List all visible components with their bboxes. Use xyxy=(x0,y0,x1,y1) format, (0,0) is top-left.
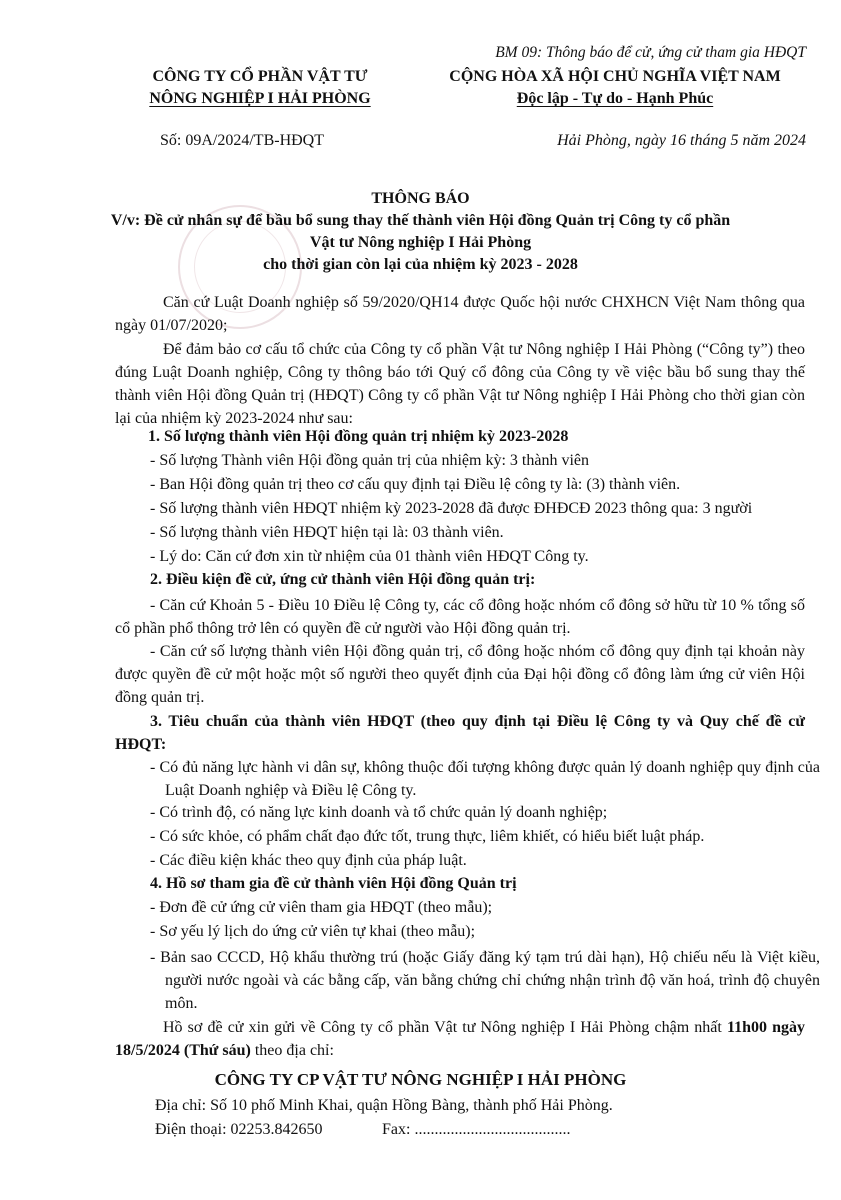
section4-heading: 4. Hồ sơ tham gia đề cử thành viên Hội đồng Quản trị xyxy=(150,875,517,892)
nation-name: CỘNG HÒA XÃ HỘI CHỦ NGHĨA VIỆT NAM xyxy=(449,68,781,85)
contact-phone: Điện thoại: 02253.842650 xyxy=(155,1121,323,1138)
section4-item: - Sơ yếu lý lịch do ứng cử viên tự khai (theo mẫu); xyxy=(150,923,476,940)
doc-subject-line2: Vật tư Nông nghiệp I Hải Phòng xyxy=(309,234,532,251)
section4-paragraph-3: - Bản sao CCCD, Hộ khẩu thường trú (hoặc Giấy đăng ký tạm trú dài hạn), Hộ chiếu nếu là Việt kiều, người nước ngoài và các bằng cấp, văn bằng chứng chỉ chứng nhận trình độ văn hoá, trình độ chuyên môn. xyxy=(150,949,820,1012)
section3-heading: 3. Tiêu chuẩn của thành viên HĐQT (theo quy định tại Điều lệ Công ty và Quy chế đề cử HĐQT: xyxy=(115,713,805,753)
place-date: Hải Phòng, ngày 16 tháng 5 năm 2024 xyxy=(557,132,806,149)
form-code: BM 09: Thông báo để cử, ứng cử tham gia HĐQT xyxy=(495,44,806,61)
company-name-line2 xyxy=(110,90,410,108)
section1-item: - Số lượng Thành viên Hội đồng quản trị của nhiệm kỳ: 3 thành viên xyxy=(150,452,589,469)
company-name-line1: CÔNG TY CỔ PHẦN VẬT TƯ xyxy=(152,68,368,85)
document-number: Số: 09A/2024/TB-HĐQT xyxy=(160,132,324,149)
section1-item: - Số lượng thành viên HĐQT hiện tại là: 03 thành viên. xyxy=(150,524,504,541)
section3-item: - Có sức khỏe, có phẩm chất đạo đức tốt, trung thực, liêm khiết, có hiểu biết luật pháp. xyxy=(150,828,705,845)
company-name-underlined: NÔNG NGHIỆP I HẢI PHÒNG xyxy=(149,90,371,107)
deadline-time: 11h00 xyxy=(726,1019,767,1036)
section2-paragraph-1: - Căn cứ Khoản 5 - Điều 10 Điều lệ Công ty, các cổ đông hoặc nhóm cổ đông sở hữu từ 10 % tổng số cổ phần phổ thông trở lên có quyền đề cử người vào Hội đồng quản trị. xyxy=(115,597,805,637)
doc-heading: THÔNG BÁO xyxy=(371,190,470,207)
submission-tail: theo địa chỉ: xyxy=(254,1042,334,1059)
motto-underlined: Độc lập - Tự do - Hạnh Phúc xyxy=(516,90,714,107)
section3-item: - Các điều kiện khác theo quy định của pháp luật. xyxy=(150,852,467,869)
section1-item: - Ban Hội đồng quản trị theo cơ cấu quy định tại Điều lệ công ty là: (3) thành viên. xyxy=(150,476,681,493)
section3-paragraph-1: - Có đủ năng lực hành vi dân sự, không thuộc đối tượng không được quản lý doanh nghiệp quy định của Luật Doanh nghiệp và Điều lệ Công ty. xyxy=(150,759,820,799)
contact-address: Địa chỉ: Số 10 phố Minh Khai, quận Hồng Bàng, thành phố Hải Phòng. xyxy=(155,1097,613,1114)
doc-subject-line1: V/v: Đề cử nhân sự để bầu bổ sung thay thế thành viên Hội đồng Quản trị Công ty cổ phần xyxy=(110,212,731,229)
intro-paragraph-2: Để đảm bảo cơ cấu tổ chức của Công ty cổ phần Vật tư Nông nghiệp I Hải Phòng (“Công ty”) theo đúng Luật Doanh nghiệp, Công ty thông báo tới Quý cổ đông của Công ty về việc bầu bổ sung thay thế thành viên Hội đồng Quản trị (HĐQT) Công ty cổ phần Vật tư Nông nghiệp I Hải Phòng cho thời gian còn lại của nhiệm kỳ 2023-2024 như sau: xyxy=(115,341,805,427)
submission-paragraph xyxy=(115,1016,805,1062)
section2-paragraph-2: - Căn cứ số lượng thành viên Hội đồng quản trị, cổ đông hoặc nhóm cổ đông quy định tại khoản này được quyền đề cử một hoặc một số người theo quyết định của Đại hội đồng cổ đông làm ứng cử viên Hội đồng quản trị. xyxy=(115,643,805,706)
section1-item: - Lý do: Căn cứ đơn xin từ nhiệm của 01 thành viên HĐQT Công ty. xyxy=(150,548,589,565)
section3-item: - Có trình độ, có năng lực kinh doanh và tổ chức quản lý doanh nghiệp; xyxy=(150,804,608,821)
section4-item: - Đơn đề cử ứng cử viên tham gia HĐQT (theo mẫu); xyxy=(150,899,493,916)
nation-motto xyxy=(415,90,815,108)
doc-subject-line3: cho thời gian còn lại của nhiệm kỳ 2023 - 2028 xyxy=(263,256,578,273)
intro-paragraph-1: Căn cứ Luật Doanh nghiệp số 59/2020/QH14 được Quốc hội nước CHXHCN Việt Nam thông qua ngày 01/07/2020; xyxy=(115,294,805,334)
section1-heading: 1. Số lượng thành viên Hội đồng quản trị nhiệm kỳ 2023-2028 xyxy=(148,428,569,445)
section1-item: - Số lượng thành viên HĐQT nhiệm kỳ 2023-2028 đã được ĐHĐCĐ 2023 thông qua: 3 người xyxy=(150,500,753,517)
contact-fax: Fax: ....................................... xyxy=(382,1121,571,1138)
deadline-date: ngày 18/5/2024 (Thứ sáu) xyxy=(115,1019,806,1059)
section2-heading: 2. Điều kiện đề cử, ứng cử thành viên Hội đồng quản trị: xyxy=(150,571,536,588)
submission-text: Hồ sơ đề cử xin gửi về Công ty cổ phần Vật tư Nông nghiệp I Hải Phòng chậm nhất xyxy=(163,1019,722,1036)
contact-company: CÔNG TY CP VẬT TƯ NÔNG NGHIỆP I HẢI PHÒNG xyxy=(214,1070,627,1089)
